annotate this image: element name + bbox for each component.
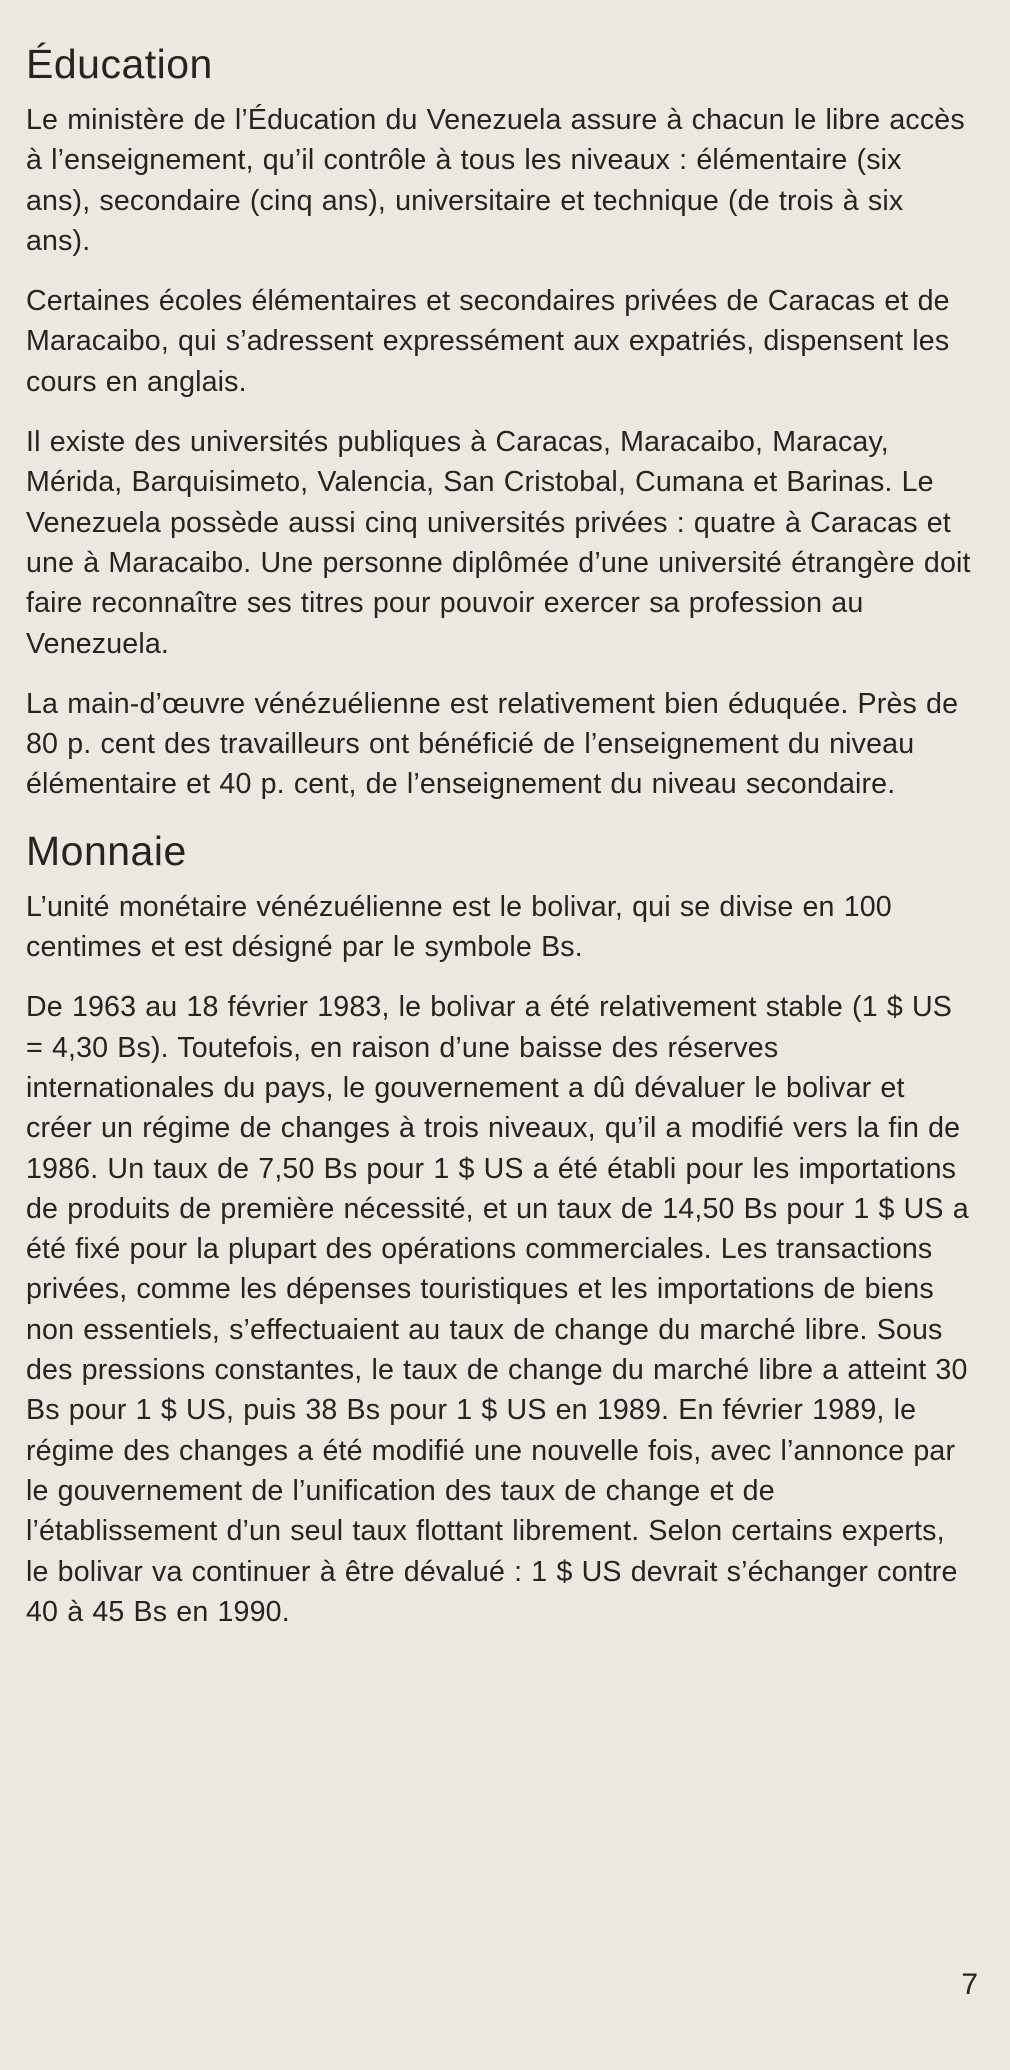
section-heading-currency: Monnaie (26, 827, 187, 874)
currency-paragraph: L’unité monétaire vénézuélienne est le bolivar, qui se divise en 100 centimes et est désigné par le symbole Bs. (26, 890, 892, 964)
currency-section (26, 825, 972, 1632)
education-section (26, 38, 972, 805)
section-heading-education: Éducation (26, 41, 213, 87)
page-number: 7 (961, 1968, 978, 2001)
education-paragraph: La main-d’œuvre vénézuélienne est relativement bien éduquée. Près de 80 p. cent des travailleurs ont bénéficié de l’enseignement du niveau élémentaire et 40 p. cent, de l’enseignement du niveau secondaire. (26, 687, 959, 801)
education-paragraph: Il existe des universités publiques à Caracas, Maracaibo, Maracay, Mérida, Barquisimeto, Valencia, San Cristobal, Cumana et Barinas. Le Venezuela possède aussi cinq universités privées : quatre à Caracas et une à Maracaibo. Une personne diplômée d’une université étrangère doit faire reconnaître ses titres pour pouvoir exercer sa profession au Venezuela. (26, 426, 971, 660)
document-page (26, 38, 972, 1652)
education-paragraph: Certaines écoles élémentaires et secondaires privées de Caracas et de Maracaibo, qui s’adressent expressément aux expatriés, dispensent les cours en anglais. (26, 285, 950, 398)
currency-paragraph: De 1963 au 18 février 1983, le bolivar a été relativement stable (1 $ US = 4,30 Bs). Toutefois, en raison d’une baisse des réserves internationales du pays, le gouvernement a dû dévaluer le bolivar et créer un régime de changes à trois niveaux, qu’il a modifié vers la fin de 1986. Un taux de 7,50 Bs pour 1 $ US a été établi pour les importations de produits de première nécessité, et un taux de 14,50 Bs pour 1 $ US a été fixé pour la plupart des opérations commerciales. Les transactions privées, comme les dépenses touristiques et les importations de biens non essentiels, s’effectuaient au taux de change du marché libre. Sous des pressions constantes, le taux de change du marché libre a atteint 30 Bs pour 1 $ US, puis 38 Bs pour 1 $ US en 1989. En février 1989, le régime des changes a été modifié une nouvelle fois, avec l’annonce par le gouvernement de l’unification des taux de change et de l’établissement d’un seul taux flottant librement. Selon certains experts, le bolivar va continuer à être dévalué : 1 $ US devrait s’échanger contre 40 à 45 Bs en 1990. (26, 991, 969, 1628)
education-paragraph: Le ministère de l’Éducation du Venezuela assure à chacun le libre accès à l’enseignement, qu’il contrôle à tous les niveaux : élémentaire (six ans), secondaire (cinq ans), universitaire et technique (de trois à six ans). (26, 104, 965, 257)
